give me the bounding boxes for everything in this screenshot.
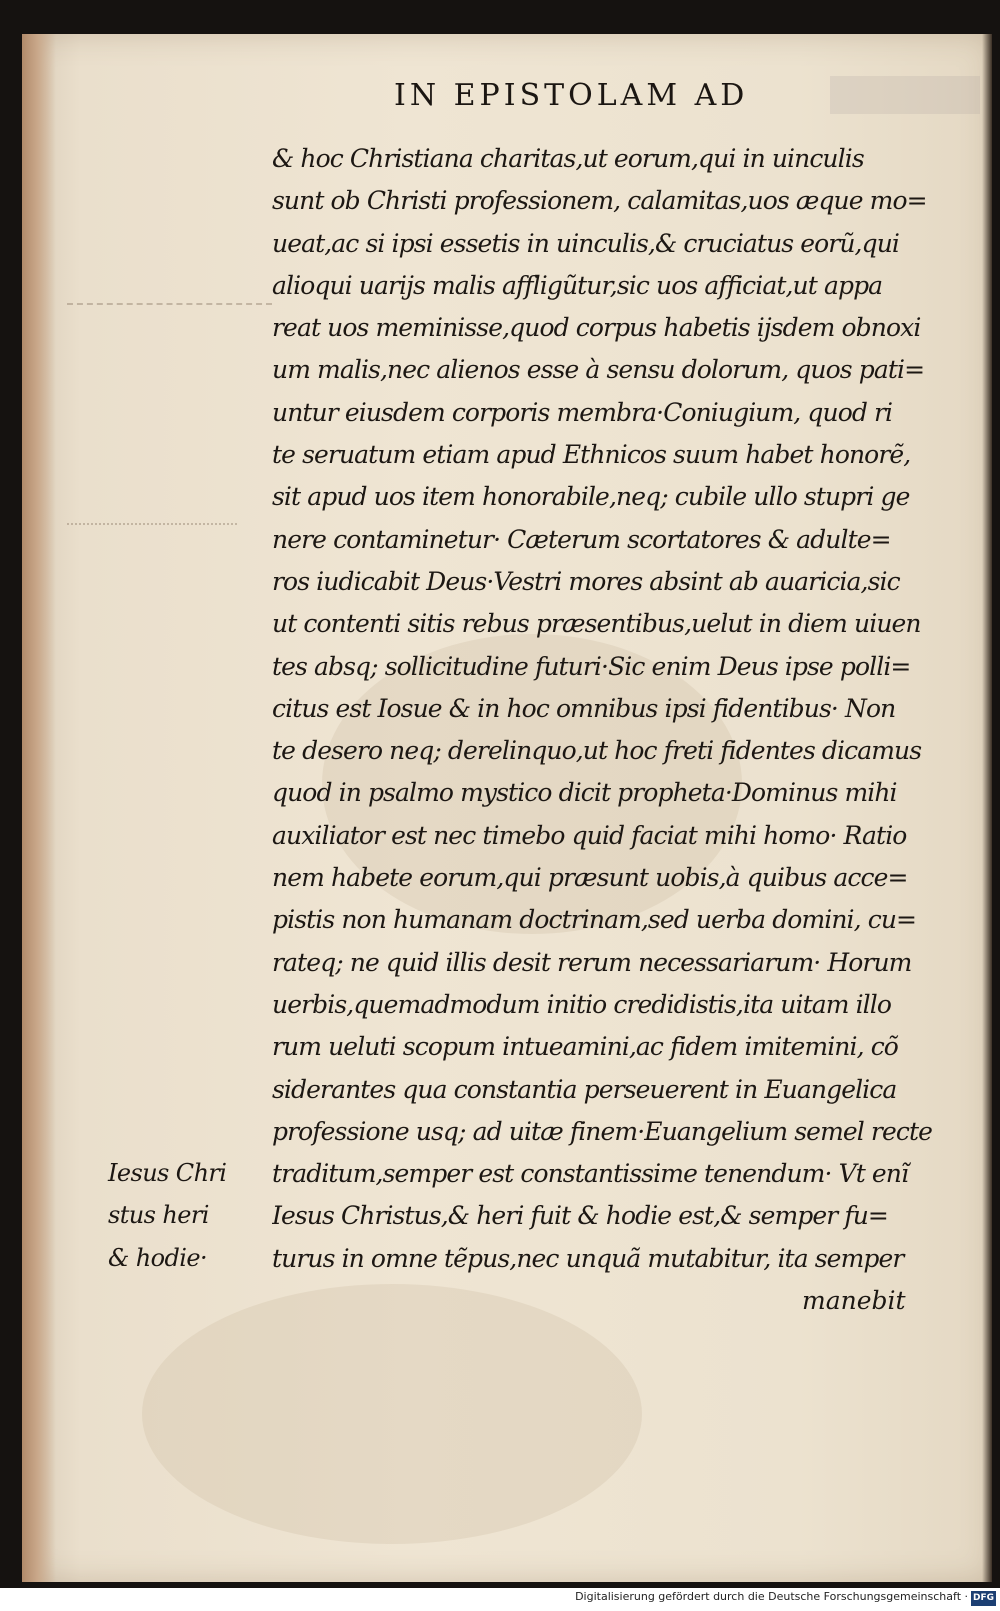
text-line: ut contenti sitis rebus præsentibus,uelut in diem uiuen <box>272 609 921 639</box>
text-line: alioqui uarijs malis affligũtur,sic uos afficiat,ut appa <box>272 270 883 300</box>
text-line: sit apud uos item honorabile,neq; cubile ullo stupri ge <box>272 482 910 512</box>
book-page <box>22 34 992 1582</box>
text-line: sunt ob Christi professionem, calamitas,uos æque mo= <box>272 186 927 216</box>
text-line: uerbis,quemadmodum initio credidistis,ita uitam illo <box>272 989 892 1019</box>
marginal-note <box>108 1152 258 1279</box>
text-line: ueat,ac si ipsi essetis in uinculis,& cruciatus eorũ,qui <box>272 228 899 258</box>
text-line: nem habete eorum,qui præsunt uobis,à quibus acce= <box>272 863 908 893</box>
text-line: auxiliator est nec timebo quid faciat mihi homo· Ratio <box>272 820 907 850</box>
text-line: & hoc Christiana charitas,ut eorum,qui in uinculis <box>272 144 864 173</box>
text-line: professione usq; ad uitæ finem·Euangelium semel recte <box>272 1116 933 1146</box>
paper-stain <box>142 1284 642 1544</box>
margin-note-line: stus heri <box>108 1201 209 1230</box>
running-head-show-through <box>830 76 980 114</box>
text-line: um malis,nec alienos esse à sensu dolorum, quos pati= <box>272 355 925 385</box>
text-line: siderantes qua constantia perseuerent in Euangelica <box>272 1074 897 1104</box>
text-line: untur eiusdem corporis membra·Coniugium, quod ri <box>272 397 893 427</box>
show-through-rule <box>67 303 272 305</box>
margin-note-line: Iesus Chri <box>108 1159 227 1187</box>
text-line: Iesus Christus,& heri fuit & hodie est,& semper fu= <box>272 1201 888 1231</box>
footer-credit: Digitalisierung gefördert durch die Deutsche Forschungsgemeinschaft · <box>575 1590 968 1603</box>
text-line: ros iudicabit Deus·Vestri mores absint ab auaricia,sic <box>272 566 900 596</box>
text-line: nere contaminetur· Cæterum scortatores & adulte= <box>272 524 891 554</box>
main-text-block <box>272 138 962 1280</box>
text-line: rum ueluti scopum intueamini,ac fidem imitemini, cõ <box>272 1032 898 1062</box>
digitization-footer <box>0 1588 1000 1611</box>
text-line: turus in omne tẽpus,nec unquã mutabitur, ita semper <box>272 1243 904 1273</box>
page-fore-edge-shadow <box>982 34 992 1582</box>
text-line: traditum,semper est constantissime tenendum· Vt enĩ <box>272 1159 909 1189</box>
dfg-logo: DFG <box>971 1591 996 1606</box>
text-line: te desero neq; derelinquo,ut hoc freti fidentes dicamus <box>272 736 922 766</box>
text-line: citus est Iosue & in hoc omnibus ipsi fidentibus· Non <box>272 693 896 723</box>
text-line: rateq; ne quid illis desit rerum necessariarum· Horum <box>272 947 912 977</box>
text-line: tes absq; sollicitudine futuri·Sic enim Deus ipse polli= <box>272 651 911 681</box>
page-gutter-shadow <box>22 34 56 1582</box>
running-head: IN EPISTOLAM AD <box>394 78 749 113</box>
text-line: quod in psalmo mystico dicit propheta·Dominus mihi <box>272 778 897 808</box>
text-line: reat uos meminisse,quod corpus habetis ijsdem obnoxi <box>272 313 921 343</box>
text-line: pistis non humanam doctrinam,sed uerba domini, cu= <box>272 905 917 935</box>
catchword: manebit <box>802 1286 906 1315</box>
text-line: te seruatum etiam apud Ethnicos suum habet honorẽ, <box>272 440 911 470</box>
show-through-rule <box>67 523 237 525</box>
margin-note-line: & hodie· <box>108 1243 207 1272</box>
